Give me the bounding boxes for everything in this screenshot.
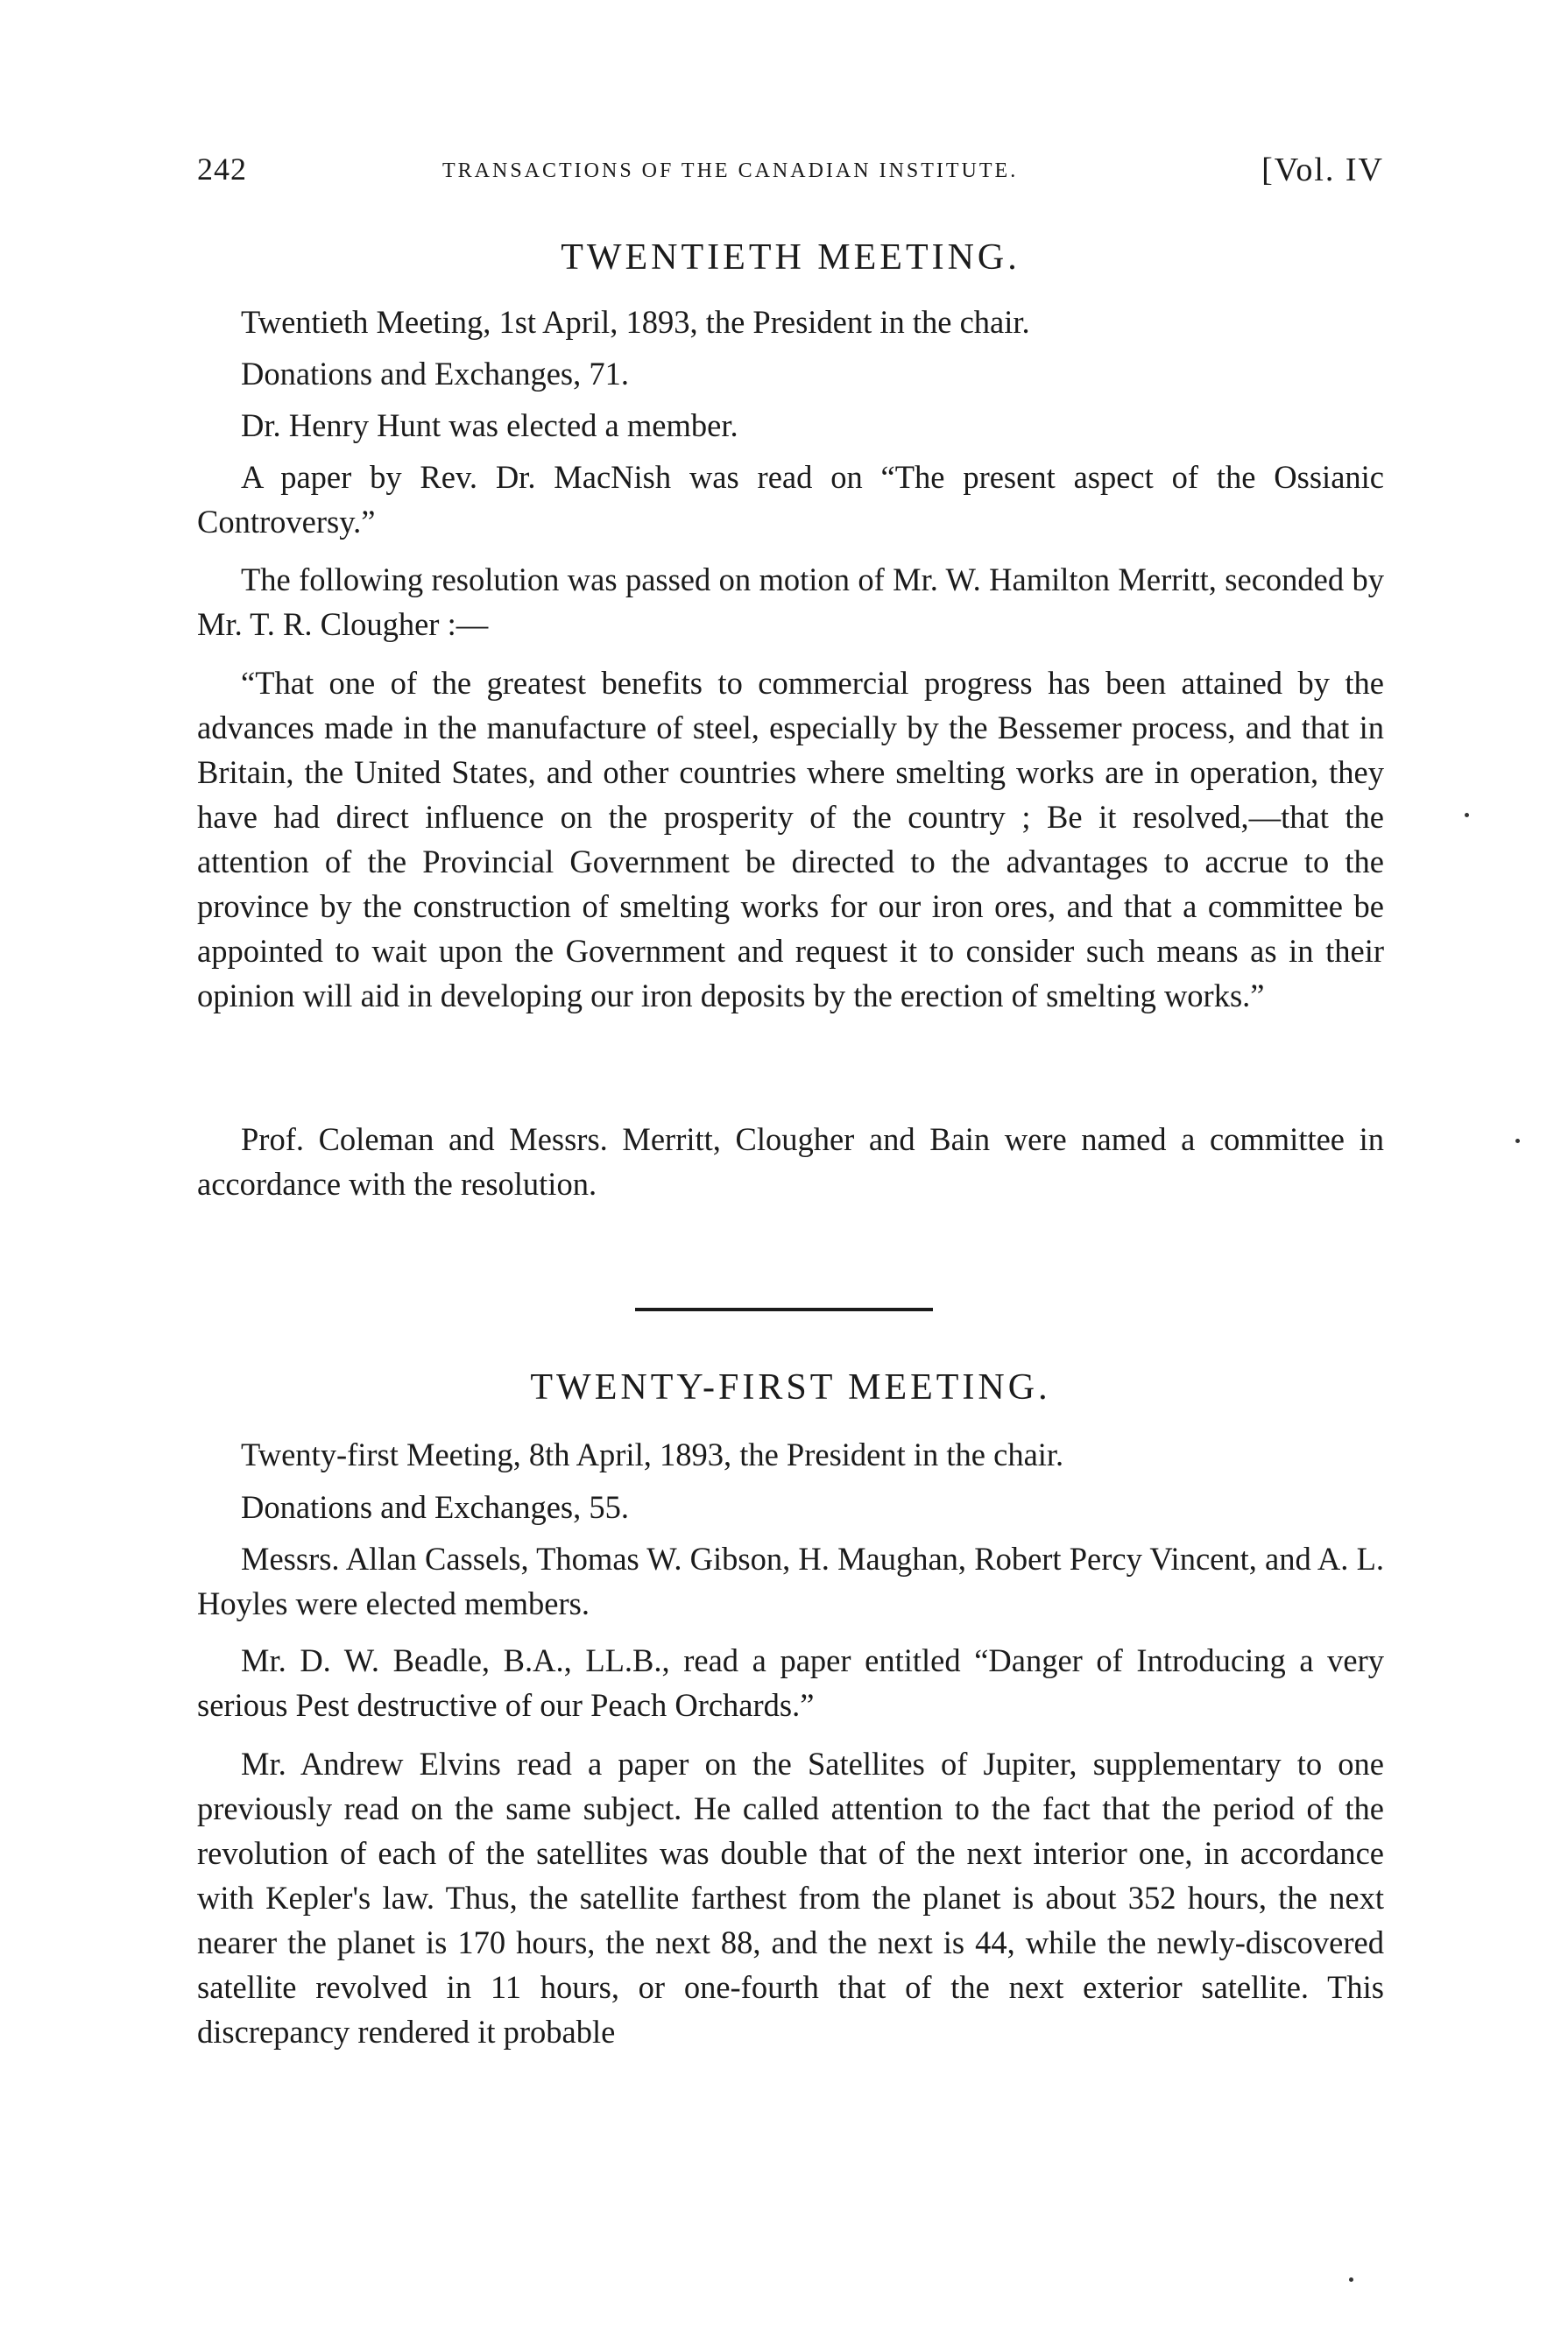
running-head bbox=[197, 151, 1384, 194]
meeting-20-opening: Twentieth Meeting, 1st April, 1893, the President in the chair. bbox=[241, 304, 1030, 340]
meeting-21-election: Messrs. Allan Cassels, Thomas W. Gibson, H. Maughan, Robert Percy Vincent, and A. L. Hoyles were elected members. bbox=[197, 1541, 1384, 1621]
meeting-20-committee: Prof. Coleman and Messrs. Merritt, Clougher and Bain were named a committee in accordance with the resolution. bbox=[197, 1121, 1384, 1202]
meeting-20-paper: A paper by Rev. Dr. MacNish was read on “The present aspect of the Ossianic Controversy.” bbox=[197, 459, 1384, 540]
meeting-21-elvins-paper: Mr. Andrew Elvins read a paper on the Satellites of Jupiter, supplementary to one previously read on the same subject. He called attention to the fact that the period of the revolution of each of the satellites was double that of the next interior one, in accordance with Kepler's law. Thus, the satellite farthest from the planet is about 352 hours, the next nearer the planet is 170 hours, the next 88, and the next is 44, while the newly-discovered satellite revolved in 11 hours, or one-fourth that of the next exterior satellite. This discrepancy rendered it probable bbox=[197, 1746, 1384, 2050]
page-number: 242 bbox=[197, 152, 247, 187]
meeting-21-heading: TWENTY-FIRST MEETING. bbox=[530, 1367, 1051, 1408]
section-divider bbox=[635, 1308, 933, 1311]
meeting-20-election: Dr. Henry Hunt was elected a member. bbox=[241, 407, 738, 443]
meeting-20-resolution-text: “That one of the greatest benefits to commercial progress has been attained by the advances made in the manufacture of steel, especially by the Bessemer process, and that in Britain, the United States, and other countries where smelting works are in operation, they have had direct influence on the prosperity of the country ; Be it resolved,—that the attention of the Provincial Government be directed to the advantages to accrue to the province by the construction of smelting works for our iron ores, and that a committee be appointed to wait upon the Government and request it to consider such means as in their opinion will aid in developing our iron deposits by the erection of smelting works.” bbox=[197, 665, 1384, 1013]
meeting-20-donations: Donations and Exchanges, 71. bbox=[241, 356, 629, 392]
meeting-21-donations: Donations and Exchanges, 55. bbox=[241, 1489, 629, 1525]
meeting-20-resolution-intro: The following resolution was passed on motion of Mr. W. Hamilton Merritt, seconded by Mr. T. R. Clougher :— bbox=[197, 561, 1384, 642]
journal-title: TRANSACTIONS OF THE CANADIAN INSTITUTE. bbox=[442, 159, 1019, 182]
meeting-20-heading: TWENTIETH MEETING. bbox=[561, 237, 1021, 278]
meeting-21-beadle-paper: Mr. D. W. Beadle, B.A., LL.B., read a paper entitled “Danger of Introducing a very serious Pest destructive of our Peach Orchards.” bbox=[197, 1642, 1384, 1723]
volume-label: [Vol. IV bbox=[1261, 152, 1384, 188]
scan-speck bbox=[1515, 1139, 1520, 1143]
scan-speck bbox=[1349, 2277, 1353, 2282]
meeting-21-opening: Twenty-first Meeting, 8th April, 1893, the President in the chair. bbox=[241, 1437, 1064, 1472]
scan-speck bbox=[1465, 813, 1469, 817]
